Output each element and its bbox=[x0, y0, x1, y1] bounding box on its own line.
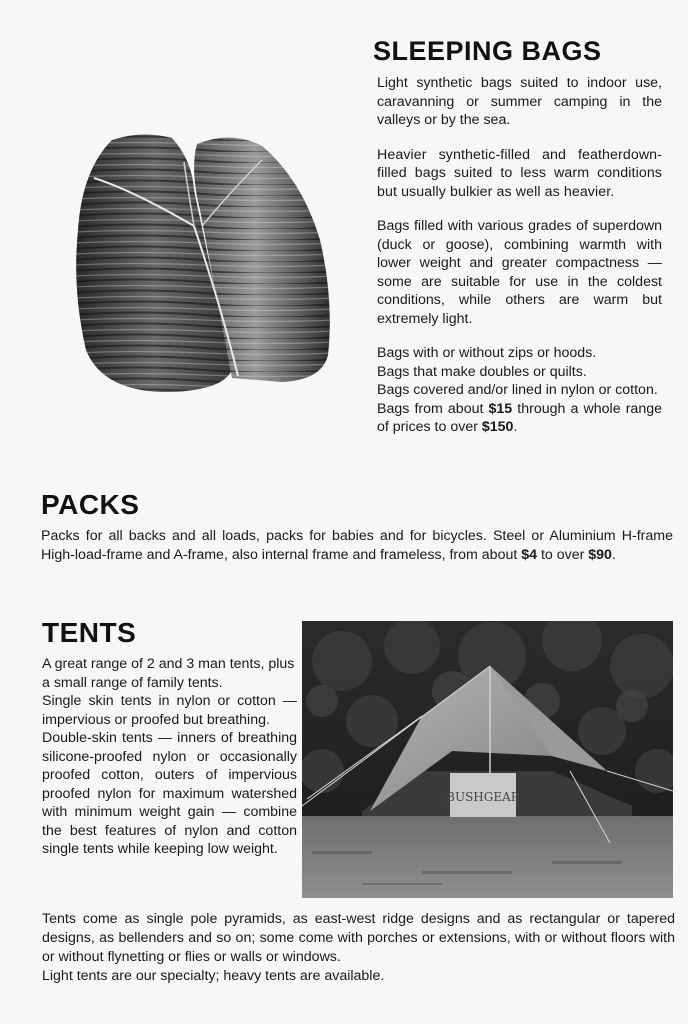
tents-para-1: A great range of 2 and 3 man tents, plus a small range of family tents. bbox=[42, 656, 295, 691]
tents-full-width-text bbox=[42, 910, 675, 986]
sleeping-bags-heading: SLEEPING BAGS bbox=[373, 36, 602, 66]
sleeping-bags-text bbox=[377, 74, 662, 437]
packs-description: Packs for all backs and all loads, packs for babies and for bicycles. Steel or Aluminium H-frame High-load-frame and A-frame, also internal frame and frameless, from about bbox=[41, 528, 673, 563]
price-low: $15 bbox=[488, 400, 513, 417]
tents-para-3: Double-skin tents — inners of breathing silicone-proofed nylon or occasionally proofed cotton, outers of impervious proofed nylon for maximum watershed with minimum weight gain — combine the best features of nylon and cotton single tents while keeping low weight. bbox=[42, 730, 297, 857]
sleeping-bags-list-item: Bags with or without zips or hoods. bbox=[377, 345, 597, 361]
sleeping-bags-para-1: Light synthetic bags suited to indoor use, caravanning or summer camping in the valleys or by the sea. bbox=[377, 75, 662, 128]
sleeping-bags-list-item: Bags that make doubles or quilts. bbox=[377, 363, 587, 380]
packs-price-suffix: . bbox=[611, 547, 616, 563]
sleeping-bags-list-item: Bags covered and/or lined in nylon or cotton. bbox=[377, 382, 658, 398]
packs-price-mid: to over bbox=[537, 547, 589, 563]
tent-sign-text: BUSHGEAR bbox=[446, 790, 520, 804]
sleeping-bag-image bbox=[72, 130, 337, 398]
tent-photo bbox=[302, 621, 673, 898]
packs-price-high: $90 bbox=[588, 547, 612, 563]
packs-text bbox=[41, 527, 673, 565]
sleeping-bags-para-2: Heavier synthetic-filled and featherdown-filled bags suited to less warm conditions but usually bulkier as well as heavier. bbox=[377, 146, 662, 200]
price-high: $150 bbox=[481, 419, 514, 435]
packs-price-low: $4 bbox=[521, 547, 538, 563]
tents-heading: TENTS bbox=[42, 617, 137, 648]
sleeping-bags-para-3: Bags filled with various grades of superdown (duck or goose), combining warmth with lower weight and greater compactness — some are suitable for use in the coldest conditions, while others are warm but extremely light. bbox=[377, 218, 662, 327]
tents-left-text bbox=[42, 655, 297, 859]
price-suffix: . bbox=[513, 419, 518, 435]
price-prefix: Bags from about bbox=[377, 400, 489, 417]
tents-para-5: Light tents are our specialty; heavy tents are available. bbox=[42, 968, 385, 984]
sleeping-bags-price-line bbox=[377, 400, 662, 437]
tents-para-2: Single skin tents in nylon or cotton — impervious or proofed but breathing. bbox=[42, 693, 297, 728]
packs-heading: PACKS bbox=[41, 489, 140, 520]
price-mid: through a whole range of prices to over bbox=[377, 400, 662, 435]
tents-para-4: Tents come as single pole pyramids, as east-west ridge designs and as rectangular or tapered designs, as bellenders and so on; some come with porches or extensions, with or without floors with or without flynetting or flies or walls or windows. bbox=[42, 911, 675, 965]
